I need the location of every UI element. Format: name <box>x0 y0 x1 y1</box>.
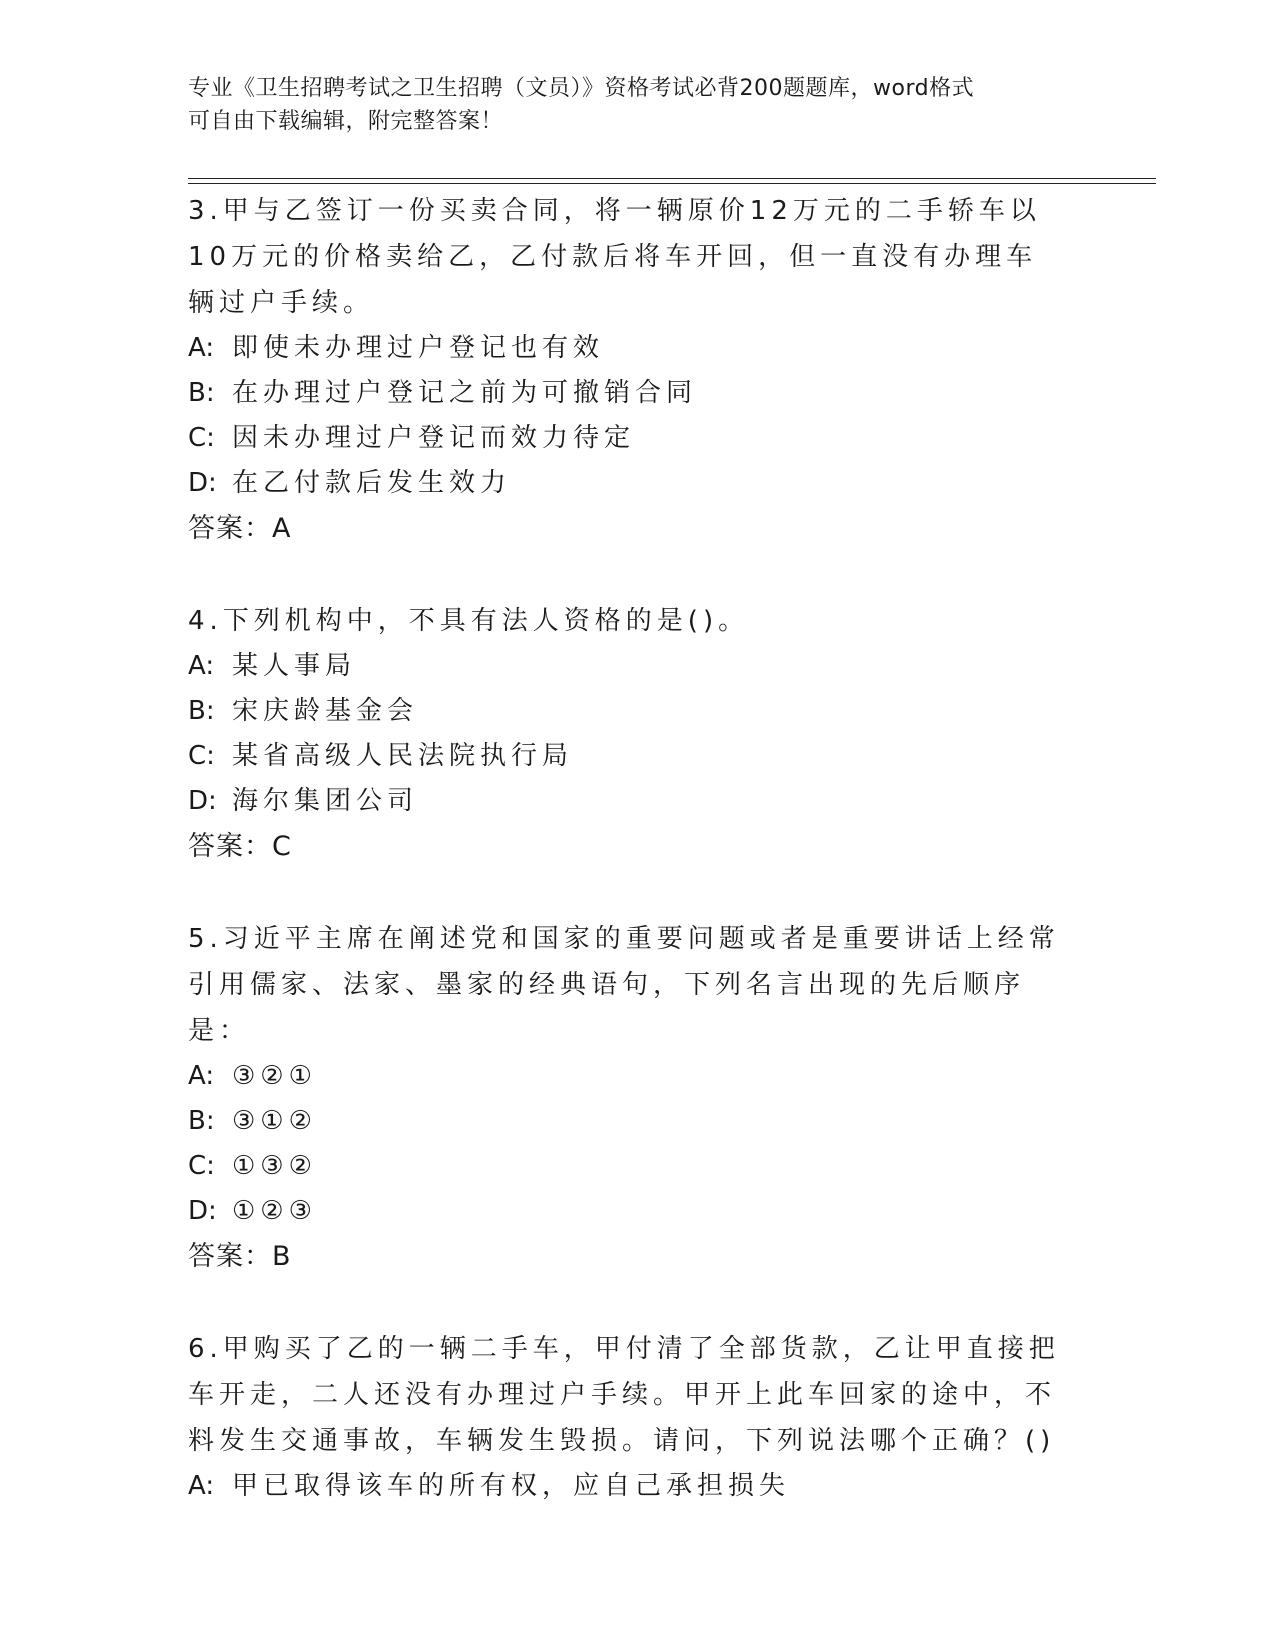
answer-line: 答案：B <box>188 1241 292 1272</box>
option-c <box>188 734 1068 779</box>
option-b <box>188 689 1068 734</box>
option-text: ①③② <box>232 1151 317 1181</box>
document-header <box>188 72 1068 138</box>
option-letter: C: <box>188 423 215 453</box>
option-text: 即使未办理过户登记也有效 <box>232 333 605 363</box>
question-list <box>188 188 1068 1555</box>
option-letter: C: <box>188 1151 215 1181</box>
option-b <box>188 371 1068 416</box>
option-letter: B: <box>188 696 215 726</box>
option-letter: D: <box>188 468 217 498</box>
option-text: 甲已取得该车的所有权，应自己承担损失 <box>232 1471 791 1501</box>
option-letter: B: <box>188 378 215 408</box>
option-a <box>188 644 1068 689</box>
question-stem: 5.习近平主席在阐述党和国家的重要问题或者是重要讲话上经常引用儒家、法家、墨家的经典语句，下列名言出现的先后顺序是： <box>188 924 1060 1046</box>
option-text: ③②① <box>232 1061 317 1091</box>
header-rule-top <box>188 178 1156 179</box>
option-letter: A: <box>188 1471 215 1501</box>
option-text: 在乙付款后发生效力 <box>232 468 512 498</box>
option-d <box>188 779 1068 824</box>
answer-line: 答案：C <box>188 831 292 862</box>
option-a <box>188 1054 1068 1099</box>
option-letter: A: <box>188 333 215 363</box>
option-d <box>188 461 1068 506</box>
option-d <box>188 1189 1068 1234</box>
option-letter: D: <box>188 1196 217 1226</box>
option-c <box>188 416 1068 461</box>
option-a <box>188 326 1068 371</box>
header-line-1: 专业《卫生招聘考试之卫生招聘（文员）》资格考试必背200题题库，word格式 <box>188 76 975 101</box>
option-b <box>188 1099 1068 1144</box>
option-text: 宋庆龄基金会 <box>232 696 419 726</box>
question-stem: 6.甲购买了乙的一辆二手车，甲付清了全部货款，乙让甲直接把车开走，二人还没有办理过户手续。甲开上此车回家的途中，不料发生交通事故，车辆发生毁损。请问，下列说法哪个正确？() <box>188 1334 1060 1456</box>
option-c <box>188 1144 1068 1189</box>
option-letter: C: <box>188 741 215 771</box>
option-text: 某人事局 <box>232 651 357 681</box>
option-text: 在办理过户登记之前为可撤销合同 <box>232 378 698 408</box>
header-rule-bottom <box>188 183 1156 184</box>
option-text: ③①② <box>232 1106 317 1136</box>
option-a <box>188 1464 1068 1509</box>
question-3 <box>188 188 1068 552</box>
header-line-2: 可自由下载编辑，附完整答案！ <box>188 109 504 134</box>
option-letter: D: <box>188 786 217 816</box>
option-text: 海尔集团公司 <box>232 786 419 816</box>
question-5 <box>188 916 1068 1280</box>
question-stem: 3.甲与乙签订一份买卖合同，将一辆原价12万元的二手轿车以10万元的价格卖给乙，乙付款后将车开回，但一直没有办理车辆过户手续。 <box>188 196 1041 318</box>
option-letter: B: <box>188 1106 215 1136</box>
question-stem: 4.下列机构中，不具有法人资格的是()。 <box>188 606 750 636</box>
question-4 <box>188 598 1068 870</box>
option-letter: A: <box>188 1061 215 1091</box>
option-text: 某省高级人民法院执行局 <box>232 741 574 771</box>
option-letter: A: <box>188 651 215 681</box>
option-text: ①②③ <box>232 1196 317 1226</box>
question-6 <box>188 1326 1068 1509</box>
option-text: 因未办理过户登记而效力待定 <box>232 423 636 453</box>
answer-line: 答案：A <box>188 513 292 544</box>
